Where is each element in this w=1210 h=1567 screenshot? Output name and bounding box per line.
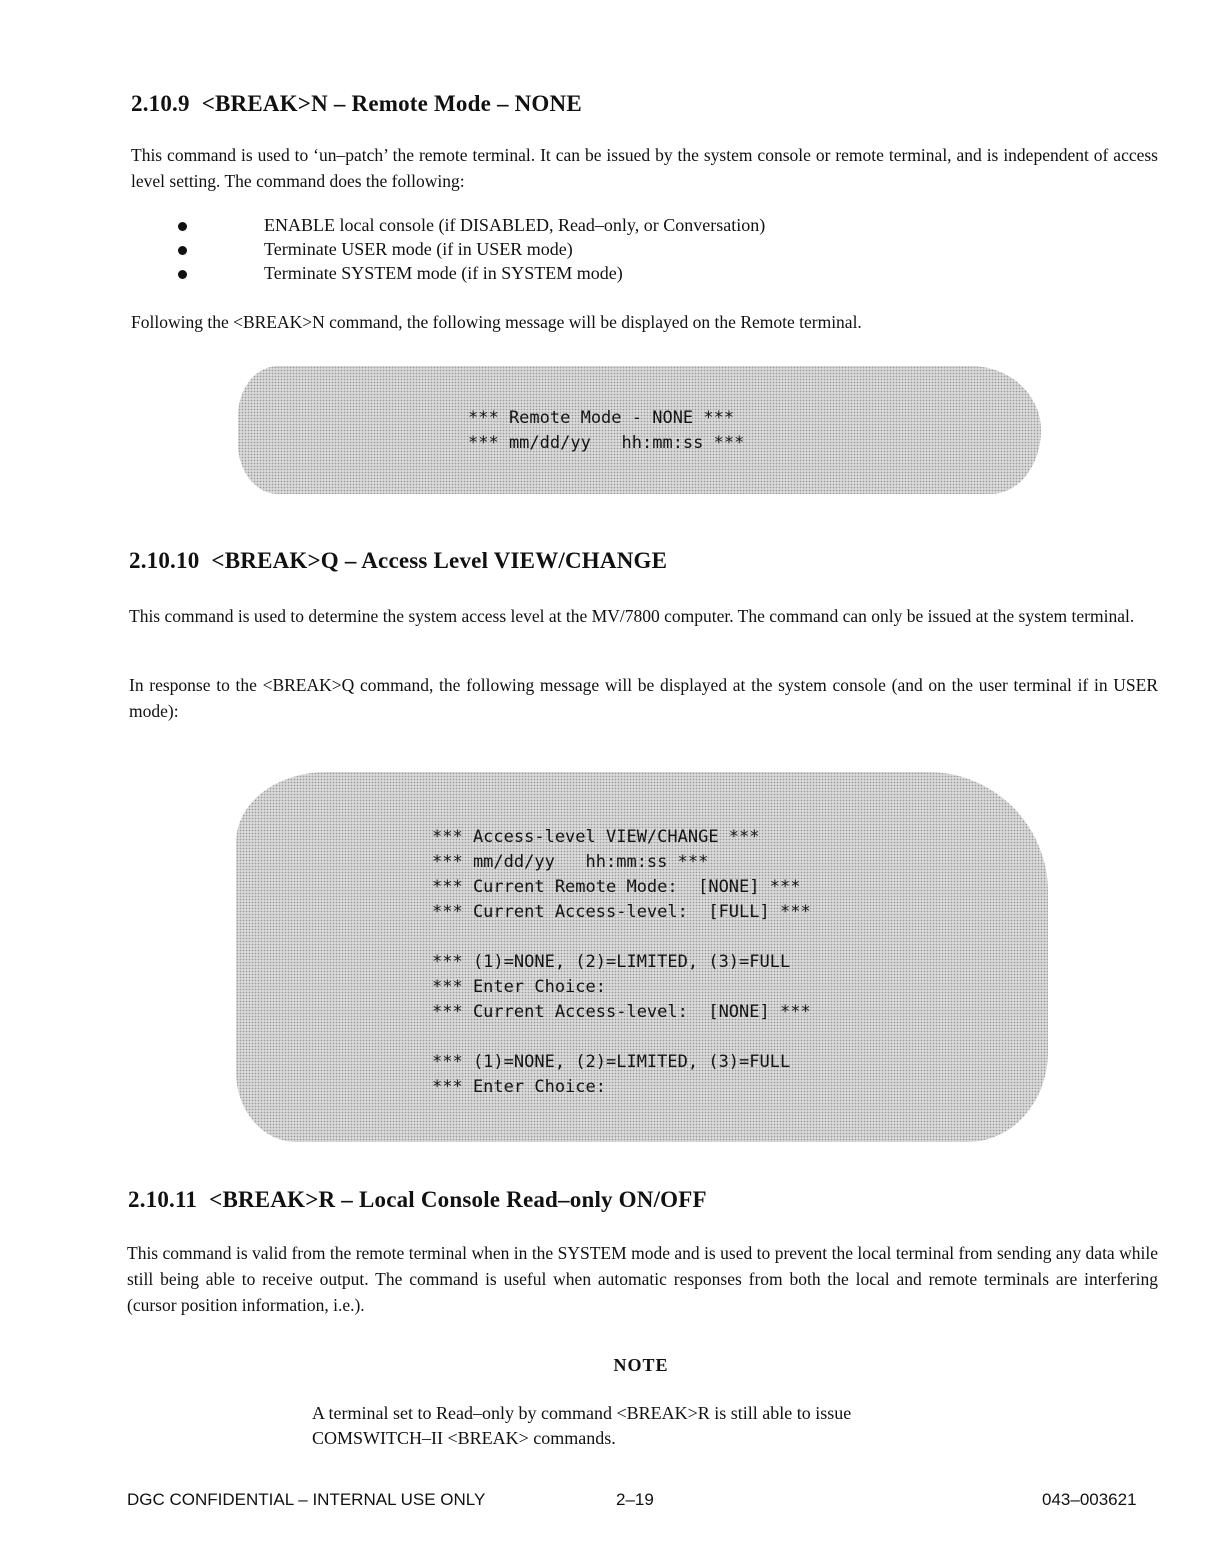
- section-title: <BREAK>Q – Access Level VIEW/CHANGE: [211, 548, 668, 573]
- section-title: <BREAK>R – Local Console Read–only ON/OFF: [209, 1187, 707, 1212]
- footer-confidential: DGC CONFIDENTIAL – INTERNAL USE ONLY: [127, 1490, 486, 1509]
- note-line: A terminal set to Read–only by command <BREAK>R is still able to issue: [312, 1403, 852, 1423]
- bullet-icon: [178, 270, 187, 279]
- screen-line: *** Current Remote Mode: [NONE] ***: [432, 877, 801, 897]
- section-number: 2.10.11: [128, 1187, 198, 1212]
- section-number: 2.10.10: [129, 548, 200, 573]
- screen-line: *** Remote Mode - NONE ***: [468, 408, 735, 428]
- following-paragraph: Following the <BREAK>N command, the following message will be displayed on the Remote terminal.: [131, 312, 862, 332]
- screen-line: *** Enter Choice:: [432, 977, 606, 997]
- response-paragraph: In response to the <BREAK>Q command, the following message will be displayed at the system console (and on the user terminal if in USER mode):: [129, 675, 1158, 721]
- intro-paragraph: This command is used to ‘un–patch’ the remote terminal. It can be issued by the system console or remote terminal, and is independent of access level setting. The command does the following:: [131, 145, 1158, 191]
- screen-line: *** mm/dd/yy hh:mm:ss ***: [432, 852, 709, 872]
- description-paragraph: This command is used to determine the system access level at the MV/7800 computer. The command can only be issued at the system terminal.: [129, 606, 1135, 626]
- action-list: [178, 213, 765, 285]
- description-paragraph: This command is valid from the remote terminal when in the SYSTEM mode and is used to prevent the local terminal from sending any data while still being able to receive output. The command is useful when automatic responses from both the local and remote terminals are interfering (cursor position information, i.e.).: [127, 1243, 1158, 1315]
- screen-line: *** mm/dd/yy hh:mm:ss ***: [468, 433, 745, 453]
- bullet-icon: [178, 222, 187, 231]
- note-title: NOTE: [613, 1355, 669, 1375]
- section-heading-2-10-11: [128, 1187, 707, 1213]
- screen-line: *** Access-level VIEW/CHANGE ***: [432, 827, 760, 847]
- bullet-icon: [178, 246, 187, 255]
- section-title: <BREAK>N – Remote Mode – NONE: [201, 91, 582, 116]
- terminal-screen-access-level: [236, 772, 1048, 1142]
- screen-line: *** (1)=NONE, (2)=LIMITED, (3)=FULL: [432, 1052, 791, 1072]
- list-item: Terminate SYSTEM mode (if in SYSTEM mode): [178, 261, 765, 285]
- note-line: COMSWITCH–II <BREAK> commands.: [312, 1428, 616, 1448]
- document-number: 043–003621: [1042, 1490, 1137, 1509]
- section-heading-2-10-10: [129, 548, 667, 574]
- section-number: 2.10.9: [131, 91, 190, 116]
- section-heading-2-10-9: [131, 91, 582, 117]
- screen-line: *** (1)=NONE, (2)=LIMITED, (3)=FULL: [432, 952, 791, 972]
- page-number: 2–19: [616, 1490, 654, 1509]
- list-item: ENABLE local console (if DISABLED, Read–only, or Conversation): [178, 213, 765, 237]
- list-item: Terminate USER mode (if in USER mode): [178, 237, 765, 261]
- screen-line: *** Current Access-level: [NONE] ***: [432, 1002, 811, 1022]
- screen-line: *** Current Access-level: [FULL] ***: [432, 902, 811, 922]
- screen-line: *** Enter Choice:: [432, 1077, 606, 1097]
- terminal-screen-remote-mode: [238, 366, 1041, 494]
